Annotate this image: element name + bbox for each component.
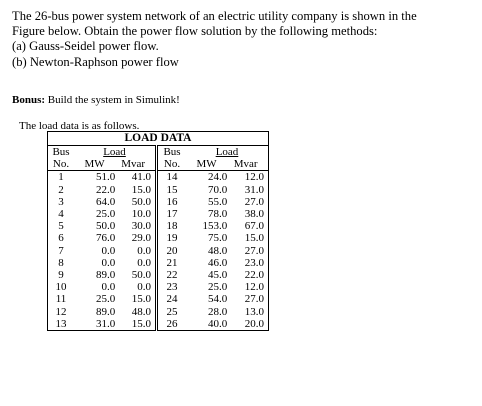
problem-line-1: The 26-bus power system network of an electric utility company is shown in the <box>12 9 417 23</box>
table-row <box>48 245 269 257</box>
table-row <box>48 305 269 317</box>
bus-number: 5 <box>48 220 75 232</box>
load-mw: 0.0 <box>101 256 116 269</box>
table-row <box>48 220 269 232</box>
load-mvar: 0.0 <box>115 281 156 293</box>
load-mw: 75.0 <box>208 232 228 245</box>
table-row <box>48 232 269 244</box>
table-title: LOAD DATA <box>47 131 269 145</box>
bus-number: 8 <box>48 257 75 269</box>
bus-number: 26 <box>157 318 187 331</box>
load-mvar: 27.0 <box>227 245 268 257</box>
load-mw: 31.0 <box>74 318 115 331</box>
load-mvar: 67.0 <box>227 220 268 232</box>
header-no: No. <box>48 158 75 171</box>
load-intro: The load data is as follows. <box>19 120 140 132</box>
bus-number: 20 <box>166 244 178 257</box>
table-row <box>48 293 269 305</box>
load-mw: 54.0 <box>208 293 228 306</box>
load-mw: 89.0 <box>96 268 116 281</box>
load-mw: 50.0 <box>96 220 116 233</box>
bus-number: 11 <box>48 293 75 305</box>
header-bus-2: Bus <box>157 146 187 159</box>
load-mvar: 15.0 <box>115 318 156 331</box>
header-mvar-2: Mvar <box>227 158 268 171</box>
load-mvar: 12.0 <box>227 171 268 184</box>
bus-number: 14 <box>166 171 178 184</box>
load-mw: 28.0 <box>208 305 228 318</box>
table-row <box>48 208 269 220</box>
bus-number: 15 <box>166 183 178 196</box>
load-mvar: 27.0 <box>227 196 268 208</box>
load-mw: 25.0 <box>208 281 228 294</box>
header-mw-2: MW <box>186 158 227 171</box>
header-load-2: Load <box>215 146 239 159</box>
load-mw: 55.0 <box>208 195 228 208</box>
table-row <box>48 184 269 196</box>
bonus-line <box>12 94 180 106</box>
bus-number: 3 <box>48 196 75 208</box>
load-mw: 22.0 <box>96 183 116 196</box>
bonus-text: Build the system in Simulink! <box>45 94 180 106</box>
load-mvar: 10.0 <box>115 208 156 220</box>
load-mvar: 20.0 <box>227 318 268 331</box>
load-mvar: 15.0 <box>115 293 156 305</box>
bus-number: 6 <box>48 232 75 244</box>
bus-number: 10 <box>48 281 75 293</box>
bus-number: 4 <box>48 208 75 220</box>
bus-number: 13 <box>48 318 75 331</box>
load-mvar: 13.0 <box>227 305 268 317</box>
load-mvar: 12.0 <box>227 281 268 293</box>
table-row <box>48 269 269 281</box>
load-mvar: 48.0 <box>115 305 156 317</box>
bus-number: 21 <box>166 256 178 269</box>
problem-statement <box>12 9 474 70</box>
bus-number: 17 <box>166 208 178 221</box>
load-mw: 40.0 <box>186 318 227 331</box>
load-mw: 70.0 <box>208 183 228 196</box>
load-mw: 0.0 <box>101 244 116 257</box>
load-mw: 153.0 <box>202 220 228 233</box>
load-mw: 76.0 <box>96 232 116 245</box>
load-mvar: 50.0 <box>115 269 156 281</box>
load-mw: 51.0 <box>96 171 116 184</box>
load-mw: 24.0 <box>208 171 228 184</box>
load-mw: 46.0 <box>208 256 228 269</box>
load-mw: 48.0 <box>208 244 228 257</box>
load-mvar: 23.0 <box>227 257 268 269</box>
header-no-2: No. <box>157 158 187 171</box>
load-mw: 64.0 <box>96 195 116 208</box>
load-mvar: 0.0 <box>115 245 156 257</box>
load-mvar: 15.0 <box>227 232 268 244</box>
bus-number: 18 <box>166 220 178 233</box>
header-bus: Bus <box>48 146 75 159</box>
load-mvar: 50.0 <box>115 196 156 208</box>
bus-number: 25 <box>166 305 178 318</box>
method-b: (b) Newton-Raphson power flow <box>12 54 179 69</box>
table-row <box>48 171 269 184</box>
bus-number: 22 <box>166 268 178 281</box>
bus-number: 16 <box>166 195 178 208</box>
load-mw: 89.0 <box>96 305 116 318</box>
method-a: (a) Gauss-Seidel power flow. <box>12 39 159 54</box>
problem-line-2: Figure below. Obtain the power flow solution by the following methods: <box>12 24 378 39</box>
bus-number: 7 <box>48 245 75 257</box>
bonus-label: Bonus: <box>12 94 46 106</box>
load-mw: 0.0 <box>101 281 116 294</box>
table-row <box>48 257 269 269</box>
load-mvar: 41.0 <box>115 171 156 184</box>
bus-number: 1 <box>48 171 75 184</box>
load-data-table <box>47 131 269 331</box>
bus-number: 2 <box>48 184 75 196</box>
load-mw: 78.0 <box>208 208 228 221</box>
header-mw: MW <box>74 158 115 171</box>
load-mw: 45.0 <box>208 268 228 281</box>
bus-number: 24 <box>166 293 178 306</box>
table-row <box>48 196 269 208</box>
header-mvar: Mvar <box>115 158 156 171</box>
bus-number: 23 <box>166 281 178 294</box>
load-mvar: 27.0 <box>227 293 268 305</box>
load-mvar: 30.0 <box>115 220 156 232</box>
load-mvar: 38.0 <box>227 208 268 220</box>
load-mvar: 22.0 <box>227 269 268 281</box>
table-row <box>48 318 269 331</box>
load-mvar: 0.0 <box>115 257 156 269</box>
load-mw: 25.0 <box>96 293 116 306</box>
table-row <box>48 281 269 293</box>
header-load: Load <box>103 146 126 159</box>
bus-number: 9 <box>48 269 75 281</box>
load-mvar: 15.0 <box>115 184 156 196</box>
bus-number: 19 <box>166 232 178 245</box>
load-mvar: 31.0 <box>227 184 268 196</box>
bus-number: 12 <box>48 305 75 317</box>
load-mvar: 29.0 <box>115 232 156 244</box>
load-mw: 25.0 <box>96 208 116 221</box>
